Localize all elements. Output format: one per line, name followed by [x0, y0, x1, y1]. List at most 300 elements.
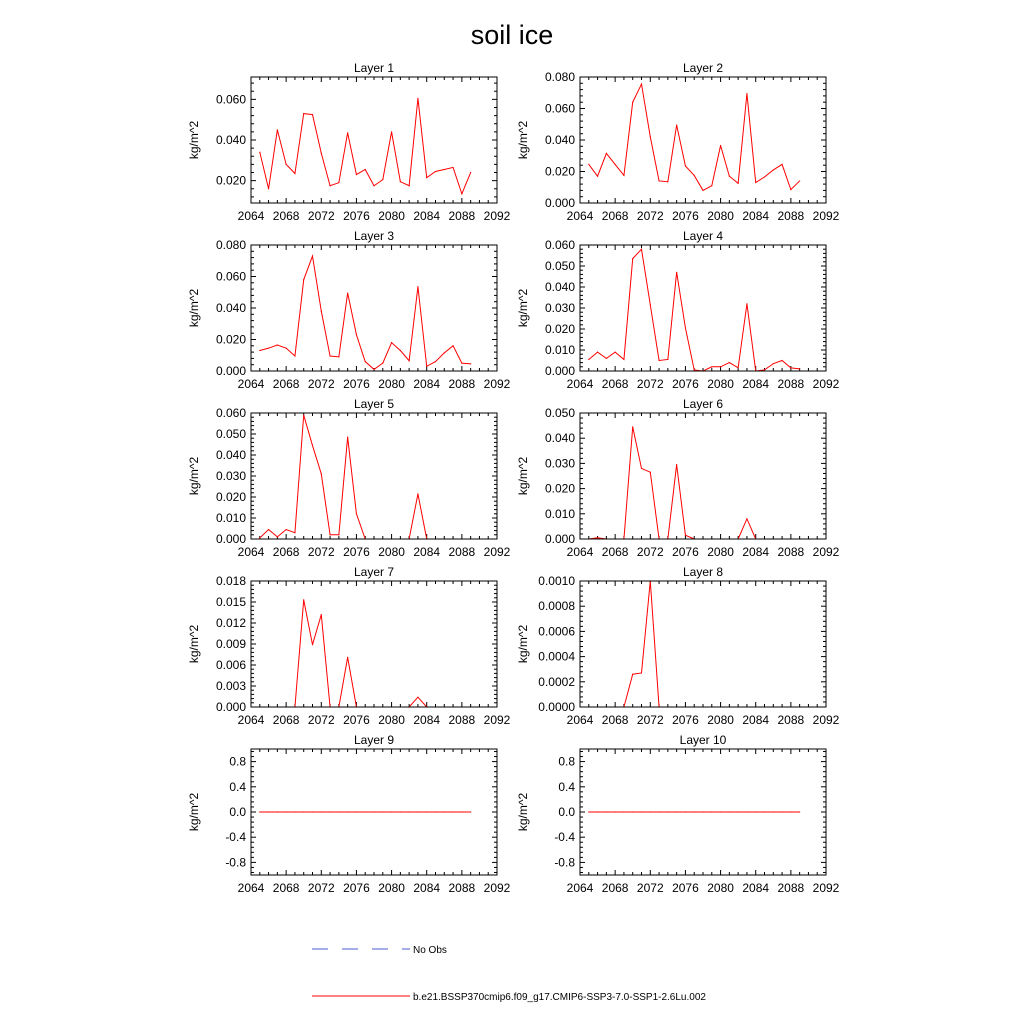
y-axis-label-5: kg/m^2	[187, 456, 201, 496]
panel-title-3: Layer 3	[353, 229, 395, 243]
data-point	[597, 352, 598, 353]
y-tick-label: 0.015	[215, 595, 246, 609]
data-point	[435, 811, 436, 812]
panel-title-2: Layer 2	[682, 61, 724, 75]
y-tick-label: 0.050	[544, 259, 575, 273]
y-tick-label: 0.4	[558, 779, 575, 794]
plot-frame-6	[580, 413, 826, 539]
panel-layer-3	[187, 229, 511, 391]
data-point	[294, 811, 295, 812]
y-axis-label-9: kg/m^2	[187, 792, 201, 832]
data-point	[312, 811, 313, 812]
y-tick-label: 0.060	[215, 269, 246, 284]
legend	[312, 945, 706, 1003]
y-tick-label: 0.030	[544, 456, 575, 471]
data-point	[650, 472, 651, 473]
data-point	[373, 811, 374, 812]
y-tick-label: 0.000	[215, 700, 246, 714]
data-point	[303, 113, 304, 114]
data-point	[702, 811, 703, 812]
data-point	[329, 534, 330, 535]
y-tick-label: 0.000	[215, 364, 246, 378]
data-point	[461, 363, 462, 364]
x-tick-label: 2072	[307, 377, 335, 391]
x-tick-label: 2064	[566, 209, 594, 223]
data-point	[632, 674, 633, 675]
x-tick-label: 2072	[636, 713, 664, 727]
panel-title-9: Layer 9	[353, 733, 395, 747]
data-point	[373, 369, 374, 370]
data-point	[277, 344, 278, 345]
y-tick-label: -0.4	[225, 830, 246, 845]
data-point	[444, 811, 445, 812]
data-point	[452, 345, 453, 346]
data-point	[764, 811, 765, 812]
data-point	[321, 473, 322, 474]
data-point	[781, 360, 782, 361]
x-tick-label: 2072	[307, 209, 335, 223]
x-tick-label: 2068	[601, 881, 629, 895]
y-tick-label: -0.8	[225, 855, 246, 870]
data-point	[632, 811, 633, 812]
data-point	[658, 180, 659, 181]
x-tick-label: 2076	[343, 545, 370, 559]
data-point	[365, 361, 366, 362]
data-point	[259, 350, 260, 351]
y-tick-label: 0.080	[215, 238, 246, 252]
data-point	[676, 272, 677, 273]
y-tick-label: 0.000	[544, 364, 575, 378]
plot-frame-1	[251, 77, 497, 203]
data-point	[632, 102, 633, 103]
data-point	[790, 189, 791, 190]
data-point	[400, 350, 401, 351]
y-tick-label: 0.020	[544, 164, 575, 179]
x-tick-label: 2084	[742, 377, 770, 391]
x-tick-label: 2072	[307, 713, 335, 727]
x-tick-label: 2072	[636, 881, 664, 895]
y-tick-label: 0.020	[215, 490, 246, 504]
x-tick-label: 2080	[707, 713, 734, 727]
data-point	[773, 363, 774, 364]
data-point	[338, 356, 339, 357]
y-tick-label: 0.010	[215, 511, 246, 525]
x-tick-label: 2072	[636, 209, 664, 223]
data-point	[356, 811, 357, 812]
data-point	[799, 368, 800, 369]
data-point	[773, 811, 774, 812]
x-tick-label: 2080	[378, 545, 405, 559]
x-tick-label: 2068	[272, 209, 300, 223]
data-point	[729, 811, 730, 812]
x-tick-label: 2064	[566, 713, 594, 727]
y-tick-label: 0.030	[215, 469, 246, 483]
x-tick-label: 2088	[448, 713, 476, 727]
data-point	[694, 175, 695, 176]
x-tick-label: 2092	[483, 545, 511, 559]
data-point	[711, 185, 712, 186]
data-point	[461, 193, 462, 194]
y-tick-label: 0.030	[544, 301, 575, 315]
y-tick-label: 0.040	[544, 133, 575, 147]
x-tick-label: 2080	[378, 209, 405, 223]
data-point	[294, 355, 295, 356]
y-tick-label: 0.060	[215, 406, 246, 420]
data-point	[588, 811, 589, 812]
x-tick-label: 2084	[413, 713, 441, 727]
x-tick-label: 2072	[307, 881, 335, 895]
data-point	[312, 445, 313, 446]
y-tick-label: 0.4	[229, 779, 246, 794]
series-line-layer-1	[260, 98, 471, 194]
panel-layer-4	[516, 229, 840, 391]
series-line-layer-3	[260, 256, 471, 369]
panel-layer-1	[187, 61, 511, 223]
data-point	[321, 311, 322, 312]
data-point	[588, 164, 589, 165]
data-point	[321, 614, 322, 615]
data-point	[676, 124, 677, 125]
panel-title-8: Layer 8	[682, 565, 724, 579]
data-point	[268, 188, 269, 189]
y-tick-label: 0.040	[544, 280, 575, 294]
x-tick-label: 2076	[672, 545, 699, 559]
x-tick-label: 2068	[601, 713, 629, 727]
data-point	[755, 811, 756, 812]
y-tick-label: 0.0004	[538, 649, 575, 664]
data-point	[720, 366, 721, 367]
x-tick-label: 2064	[237, 545, 265, 559]
data-point	[667, 359, 668, 360]
data-point	[676, 464, 677, 465]
y-tick-label: 0.060	[544, 238, 575, 252]
data-point	[338, 182, 339, 183]
data-point	[426, 811, 427, 812]
x-tick-label: 2084	[742, 881, 770, 895]
data-point	[461, 811, 462, 812]
data-point	[746, 93, 747, 94]
x-tick-label: 2088	[448, 881, 476, 895]
y-tick-label: 0.0002	[538, 674, 575, 689]
x-tick-label: 2076	[343, 377, 370, 391]
data-point	[641, 672, 642, 673]
data-point	[268, 348, 269, 349]
data-point	[632, 426, 633, 427]
x-tick-label: 2092	[483, 881, 511, 895]
data-point	[417, 493, 418, 494]
x-tick-label: 2076	[343, 713, 370, 727]
data-point	[746, 518, 747, 519]
panel-layer-10	[516, 733, 840, 895]
data-point	[685, 535, 686, 536]
y-tick-label: 0.040	[215, 448, 246, 462]
x-tick-label: 2068	[272, 377, 300, 391]
data-point	[321, 811, 322, 812]
x-tick-label: 2084	[742, 209, 770, 223]
x-tick-label: 2068	[601, 377, 629, 391]
data-point	[470, 172, 471, 173]
x-tick-label: 2076	[672, 881, 699, 895]
data-point	[615, 811, 616, 812]
data-point	[417, 98, 418, 99]
x-tick-label: 2088	[777, 881, 805, 895]
x-tick-label: 2064	[566, 881, 594, 895]
y-tick-label: -0.8	[554, 855, 575, 870]
data-point	[667, 181, 668, 182]
x-tick-label: 2064	[566, 545, 594, 559]
x-tick-label: 2088	[448, 377, 476, 391]
data-point	[650, 304, 651, 305]
series-line-layer-5	[260, 415, 471, 539]
x-tick-label: 2092	[812, 377, 840, 391]
y-tick-label: 0.060	[215, 92, 246, 107]
data-point	[711, 366, 712, 367]
series-line-layer-2	[589, 84, 800, 190]
y-tick-label: 0.040	[215, 133, 246, 147]
x-tick-label: 2092	[812, 713, 840, 727]
y-tick-label: 0.000	[544, 196, 575, 210]
data-point	[781, 164, 782, 165]
y-tick-label: 0.080	[544, 70, 575, 84]
data-point	[452, 167, 453, 168]
y-tick-label: 0.020	[215, 173, 246, 188]
panel-layer-2	[516, 61, 840, 223]
x-tick-label: 2068	[272, 713, 300, 727]
data-point	[597, 537, 598, 538]
panel-title-7: Layer 7	[353, 565, 395, 579]
x-tick-label: 2088	[777, 545, 805, 559]
data-point	[365, 811, 366, 812]
x-tick-label: 2092	[812, 881, 840, 895]
x-tick-label: 2072	[636, 545, 664, 559]
y-tick-label: 0.020	[544, 322, 575, 336]
y-tick-label: 0.0000	[538, 700, 575, 714]
data-point	[365, 169, 366, 170]
data-point	[650, 811, 651, 812]
data-point	[338, 534, 339, 535]
x-tick-label: 2068	[272, 881, 300, 895]
data-point	[623, 175, 624, 176]
data-point	[347, 811, 348, 812]
data-point	[286, 164, 287, 165]
data-point	[347, 657, 348, 658]
data-point	[329, 355, 330, 356]
data-point	[409, 811, 410, 812]
data-point	[400, 811, 401, 812]
y-tick-label: 0.000	[544, 532, 575, 546]
x-tick-label: 2064	[237, 377, 265, 391]
y-tick-label: 0.0006	[538, 624, 575, 639]
data-point	[400, 181, 401, 182]
x-tick-label: 2080	[707, 545, 734, 559]
x-tick-label: 2092	[483, 209, 511, 223]
data-point	[641, 811, 642, 812]
data-point	[409, 185, 410, 186]
x-tick-label: 2080	[378, 881, 405, 895]
y-axis-label-2: kg/m^2	[516, 120, 530, 160]
x-tick-label: 2064	[566, 377, 594, 391]
data-point	[312, 114, 313, 115]
data-point	[597, 176, 598, 177]
data-point	[444, 169, 445, 170]
y-tick-label: 0.0	[229, 805, 246, 819]
panel-title-5: Layer 5	[353, 397, 395, 411]
y-tick-label: 0.040	[544, 431, 575, 446]
x-tick-label: 2076	[672, 209, 699, 223]
data-point	[738, 811, 739, 812]
data-point	[382, 811, 383, 812]
data-point	[391, 131, 392, 132]
x-tick-label: 2068	[272, 545, 300, 559]
y-tick-label: 0.0008	[538, 599, 575, 614]
x-tick-label: 2088	[777, 209, 805, 223]
figure-title: soil ice	[470, 20, 554, 50]
data-point	[470, 363, 471, 364]
y-axis-label-6: kg/m^2	[516, 456, 530, 496]
x-tick-label: 2084	[413, 881, 441, 895]
data-point	[641, 83, 642, 84]
x-tick-label: 2092	[812, 545, 840, 559]
data-point	[799, 811, 800, 812]
data-point	[755, 182, 756, 183]
data-point	[623, 811, 624, 812]
data-point	[790, 367, 791, 368]
data-point	[658, 811, 659, 812]
panel-title-4: Layer 4	[682, 229, 724, 243]
panel-layer-6	[516, 397, 840, 559]
data-point	[694, 369, 695, 370]
series-line-layer-7	[260, 600, 471, 707]
data-point	[417, 811, 418, 812]
data-point	[303, 279, 304, 280]
y-tick-label: 0.010	[544, 343, 575, 357]
data-point	[277, 811, 278, 812]
data-point	[347, 132, 348, 133]
data-point	[435, 171, 436, 172]
x-tick-label: 2092	[483, 377, 511, 391]
data-point	[303, 811, 304, 812]
x-tick-label: 2068	[601, 209, 629, 223]
data-point	[781, 811, 782, 812]
data-point	[746, 811, 747, 812]
data-point	[294, 532, 295, 533]
y-axis-label-3: kg/m^2	[187, 288, 201, 328]
y-tick-label: 0.003	[215, 679, 246, 693]
plot-frame-8	[580, 581, 826, 707]
x-tick-label: 2088	[777, 377, 805, 391]
y-axis-label-1: kg/m^2	[187, 120, 201, 160]
data-point	[259, 152, 260, 153]
y-tick-label: 0.009	[215, 637, 246, 651]
data-point	[268, 529, 269, 530]
y-tick-label: 0.8	[558, 754, 575, 769]
legend-model-label: b.e21.BSSP370cmip6.f09_g17.CMIP6-SSP3-7.0-SSP1-2.6Lu.002	[413, 992, 706, 1003]
legend-obs-label: No Obs	[413, 945, 447, 956]
data-point	[729, 176, 730, 177]
data-point	[676, 811, 677, 812]
x-tick-label: 2084	[413, 545, 441, 559]
y-tick-label: 0.000	[215, 532, 246, 546]
data-point	[623, 359, 624, 360]
data-point	[373, 185, 374, 186]
data-point	[356, 513, 357, 514]
y-tick-label: 0.020	[544, 481, 575, 496]
x-tick-label: 2072	[636, 377, 664, 391]
data-point	[738, 367, 739, 368]
x-tick-label: 2080	[707, 881, 734, 895]
data-point	[259, 811, 260, 812]
data-point	[312, 255, 313, 256]
data-point	[435, 361, 436, 362]
data-point	[615, 164, 616, 165]
data-point	[356, 334, 357, 335]
data-point	[470, 811, 471, 812]
y-tick-label: 0.040	[215, 301, 246, 315]
data-point	[391, 811, 392, 812]
data-point	[720, 145, 721, 146]
y-axis-label-10: kg/m^2	[516, 792, 530, 832]
plot-frame-3	[251, 245, 497, 371]
panel-title-1: Layer 1	[353, 61, 395, 75]
y-tick-label: 0.0010	[538, 574, 575, 588]
data-point	[597, 811, 598, 812]
x-tick-label: 2084	[742, 545, 770, 559]
data-point	[329, 811, 330, 812]
panels-group	[187, 61, 840, 895]
data-point	[658, 360, 659, 361]
data-point	[286, 811, 287, 812]
plot-frame-7	[251, 581, 497, 707]
x-tick-label: 2084	[742, 713, 770, 727]
data-point	[268, 811, 269, 812]
plot-frame-4	[580, 245, 826, 371]
x-tick-label: 2080	[378, 377, 405, 391]
data-point	[641, 249, 642, 250]
data-point	[711, 811, 712, 812]
y-tick-label: 0.010	[544, 506, 575, 521]
data-point	[294, 173, 295, 174]
data-point	[347, 437, 348, 438]
x-tick-label: 2076	[672, 713, 699, 727]
x-tick-label: 2076	[672, 377, 699, 391]
data-point	[632, 258, 633, 259]
x-tick-label: 2072	[307, 545, 335, 559]
data-point	[606, 811, 607, 812]
x-tick-label: 2088	[448, 545, 476, 559]
data-point	[286, 529, 287, 530]
x-tick-label: 2080	[707, 377, 734, 391]
x-tick-label: 2080	[378, 713, 405, 727]
y-tick-label: 0.0	[558, 805, 575, 819]
data-point	[417, 697, 418, 698]
data-point	[382, 179, 383, 180]
data-point	[356, 174, 357, 175]
data-point	[650, 136, 651, 137]
data-point	[409, 360, 410, 361]
data-point	[685, 811, 686, 812]
y-tick-label: -0.4	[554, 830, 575, 845]
data-point	[312, 644, 313, 645]
panel-layer-5	[187, 397, 511, 559]
data-point	[426, 177, 427, 178]
data-point	[321, 153, 322, 154]
data-point	[746, 303, 747, 304]
x-tick-label: 2088	[448, 209, 476, 223]
data-point	[277, 536, 278, 537]
data-point	[303, 415, 304, 416]
data-point	[391, 342, 392, 343]
panel-title-6: Layer 6	[682, 397, 724, 411]
